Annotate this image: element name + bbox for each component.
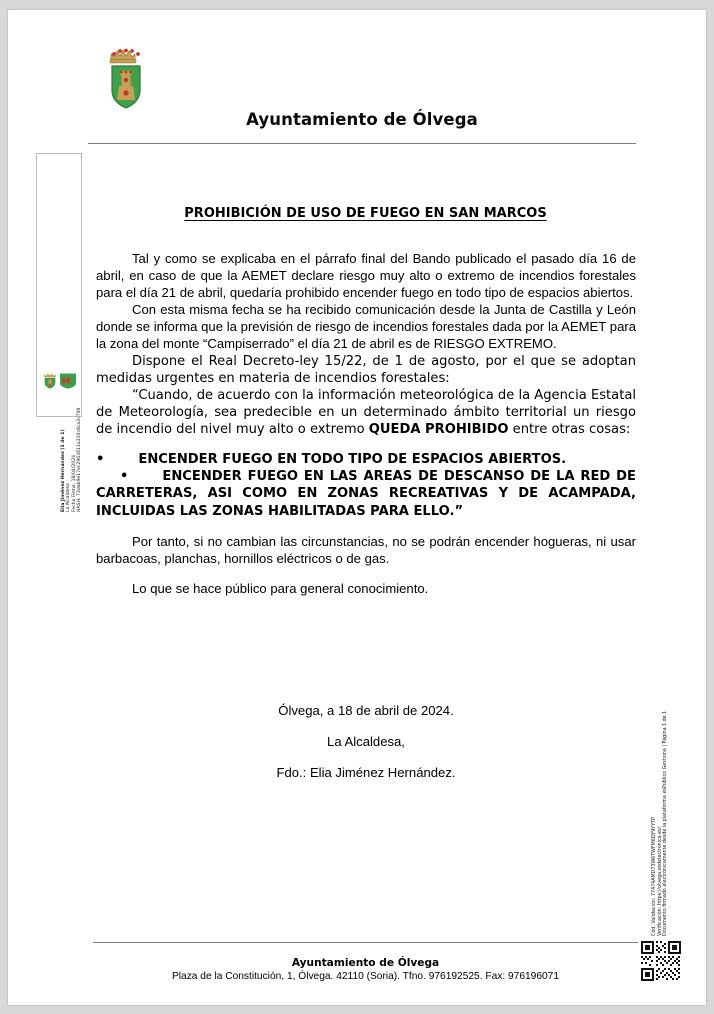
signed-by-line: Fdo.: Elia Jiménez Hernández. [276,765,456,780]
signature-hash: HASH: 73dab9e17ec2963611a310c8ca2c709 [77,407,83,512]
olvega-coat-of-arms-icon [102,40,150,112]
document-page [8,10,706,1005]
paragraph-3: Dispone el Real Decreto-ley 15/22, de 1 de agosto, por el que se adoptan medidas urgentes en materia de incendios forestales: [96,353,636,386]
list-item-label: ENCENDER FUEGO EN TODO TIPO DE ESPACIOS ABIERTOS. [138,452,567,468]
signer-name: Elia Jiménez Hernández (1 de 1) [61,429,66,512]
footer-entity: Ayuntamiento de Ólvega [291,957,440,969]
signature-strip-logos [43,370,77,392]
electronic-signature-strip [36,153,83,512]
validation-code: Cód. Validación: 77474AMD73W6TWFM6DY9YYTP [652,817,657,936]
paragraph-2: Con esta misma fecha se ha recibido comunicación desde la Junta de Castilla y León donde se informa que la previsión de riesgo de incendios forestales dada por la AEMET para la zona del monte “Campiserrado” el día 21 de abril es de RIESGO EXTREMO. [96,302,636,352]
place-and-date: Ólvega, a 18 de abril de 2024. [278,703,454,718]
paragraph-4-part-b: entre otras cosas: [508,421,631,437]
page-title: PROHIBICIÓN DE USO DE FUEGO EN SAN MARCOS [184,206,547,221]
paragraph-4-emphasis: QUEDA PROHIBIDO [368,421,509,437]
document-body [96,250,636,597]
paragraph-5: Por tanto, si no cambian las circunstancias, no se podrán encender hogueras, ni usar barbacoas, planchas, hornillos eléctricos o de gas. [96,533,636,566]
junta-castilla-leon-icon [59,372,77,389]
signature-date: Fecha Firma: 18/04/2024 [71,454,77,512]
verification-url[interactable]: Verificación: https://olvega.sedelectronica.es/ [657,826,663,936]
platform-note: Documento firmado electrónicamente desde la plataforma esPublico Gestiona | Página 1 de 1 [663,710,669,936]
document-footer [93,956,638,984]
list-item [96,451,636,468]
verification-strip [650,638,684,938]
verification-strip-text [652,640,669,936]
document-header [86,30,638,145]
spacer [96,520,636,533]
footer-divider [93,942,638,943]
signer-role-line: La Alcaldesa, [327,734,405,749]
footer-address: Plaza de la Constitución, 1, Ólvega. 42110 (Soria). Tfno. 976192525. Fax: 976196071 [171,971,559,982]
paragraph-6: Lo que se hace público para general conocimiento. [132,581,429,597]
paragraph-4-part-a: “Cuando, de acuerdo con la información meteorológica de la Agencia Estatal de Meteorología, sea predecible en un determinado ámbito territorial un riesgo de incendio del nivel muy alto o extremo [96,387,636,437]
header-entity-title: Ayuntamiento de Ólvega [246,110,478,129]
signer-role: La Alcaldesa [66,483,72,512]
spacer [96,438,636,451]
spacer [96,567,636,580]
qr-code-icon[interactable] [638,938,684,984]
paragraph-4 [96,387,636,438]
header-divider [88,143,636,144]
signature-block [96,703,636,796]
list-item-label: ENCENDER FUEGO EN LAS AREAS DE DESCANSO DE LA RED DE CARRETERAS, ASI COMO EN ZONAS RECREATIVAS Y DE ACAMPADA, INCLUIDAS LAS ZONAS HABILITADAS PARA ELLO.” [96,469,636,519]
signature-strip-text [61,297,83,512]
bullet-marker: • [120,469,129,485]
bullet-marker: • [96,452,105,468]
list-item [96,468,636,520]
olvega-coat-of-arms-icon [43,372,57,389]
paragraph-1: Tal y como se explicaba en el párrafo final del Bando publicado el pasado día 16 de abril, en caso de que la AEMET declare riesgo muy alto o extremo de incendios forestales para el día 21 de abril, quedaría prohibido encender fuego en todo tipo de espacios abiertos. [96,251,636,301]
prohibition-list [96,451,636,520]
